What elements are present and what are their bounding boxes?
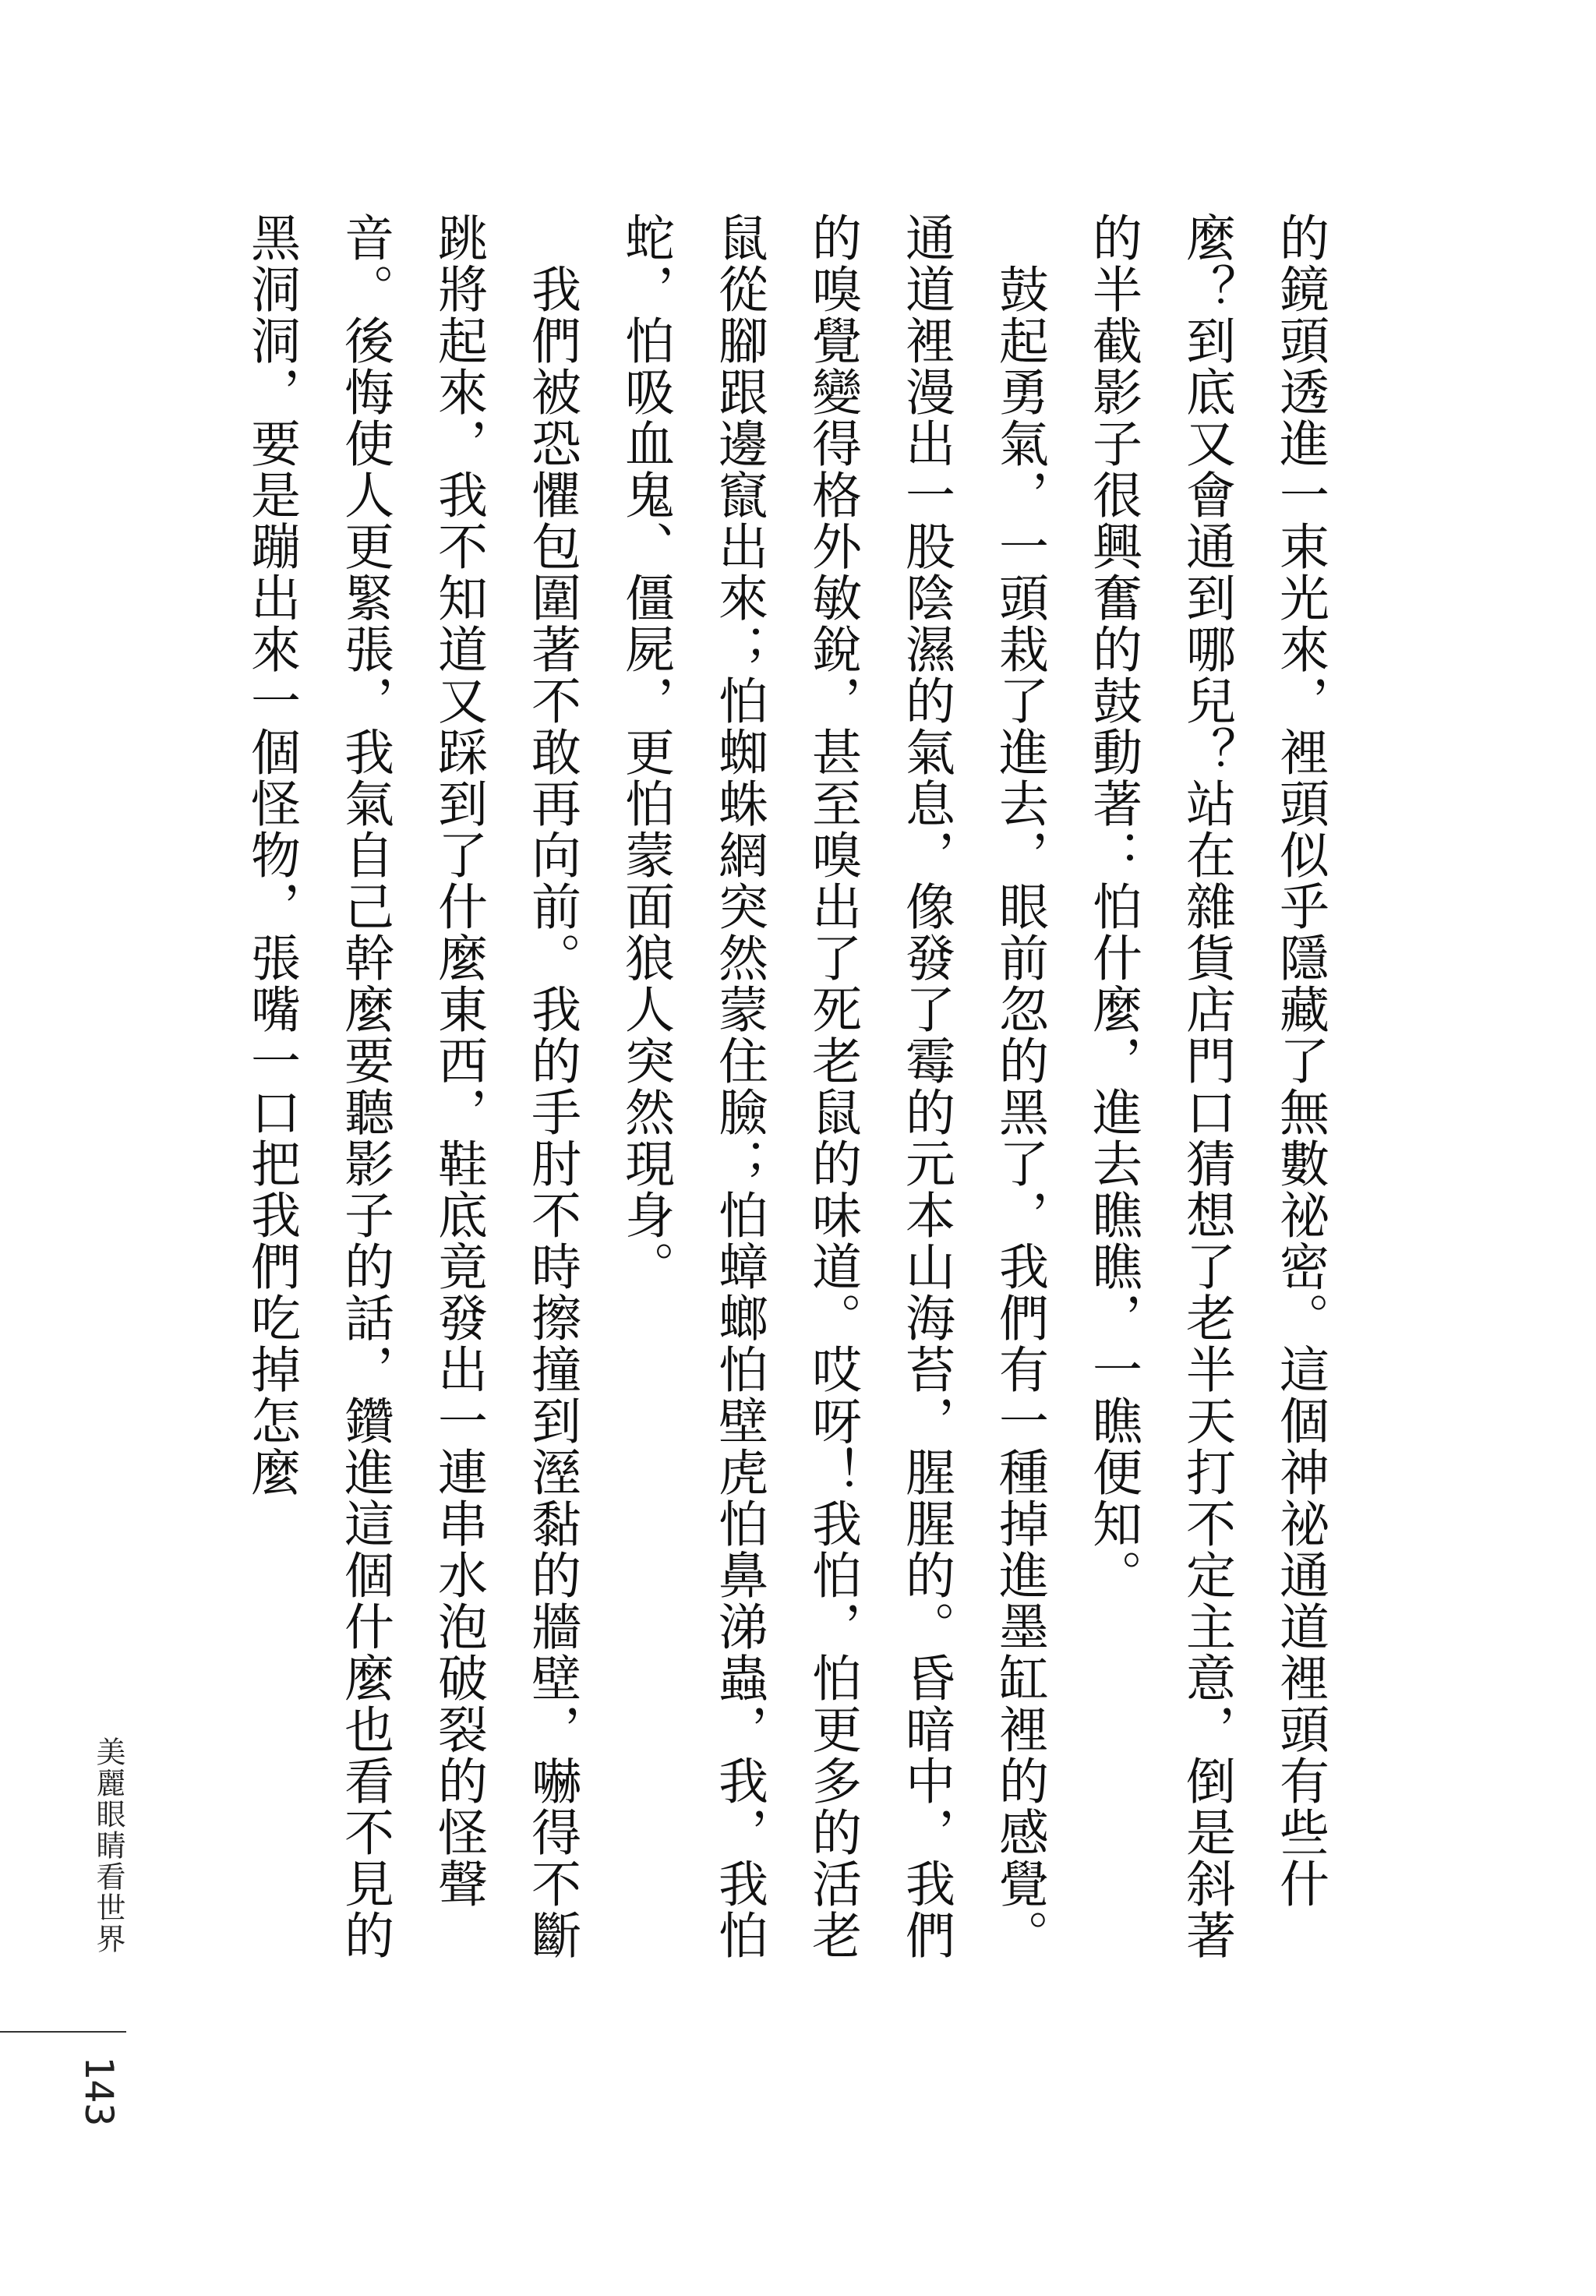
paragraph: 的鏡頭透進一束光來，裡頭似乎隱藏了無數祕密。這個神祕通道裡頭有些什麼？到底又會通到哪兒？站在雜貨店門口猜想了老半天打不定主意，倒是斜著的半截影子很興奮的鼓動著：怕什麼，進去瞧瞧，一瞧便知。: [1084, 212, 1329, 1961]
paragraph: 我們被恐懼包圍著不敢再向前。我的手肘不時擦撞到溼黏的牆壁，嚇得不斷跳將起來，我不知道又踩到了什麼東西，鞋底竟發出一連串水泡破裂的怪聲音。後悔使人更緊張，我氣自己幹麼要聽影子的話，鑽進這個什麼也看不見的黑洞洞，要是蹦出來一個怪物，張嘴一口把我們吃掉怎麼: [242, 212, 581, 1961]
body-text: [224, 212, 1347, 2005]
running-footer-title: 美麗眼睛看世界: [91, 1736, 125, 1955]
paragraph: 鼓起勇氣，一頭栽了進去，眼前忽的黑了，我們有一種掉進墨缸裡的感覺。通道裡漫出一股陰濕的氣息，像發了霉的元本山海苔，腥腥的。昏暗中，我們的嗅覺變得格外敏銳，甚至嗅出了死老鼠的味道。哎呀！我怕，怕更多的活老鼠從腳跟邊竄出來；怕蜘蛛網突然蒙住臉；怕蟑螂怕壁虎怕鼻涕蟲，我，我怕蛇，怕吸血鬼、僵屍，更怕蒙面狼人突然現身。: [616, 212, 1048, 1961]
page-number: 143: [76, 2056, 122, 2127]
footer-divider: [0, 2031, 126, 2033]
